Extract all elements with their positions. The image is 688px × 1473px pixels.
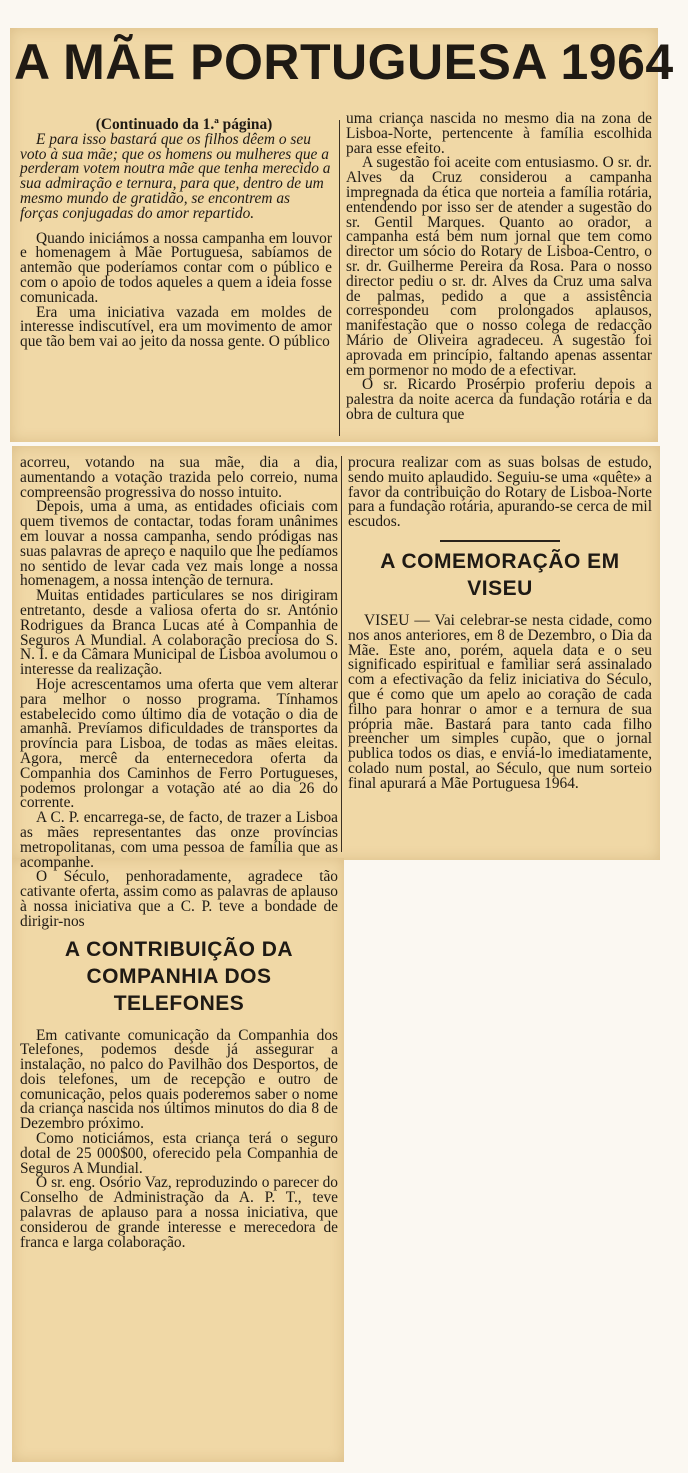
column-campaign: [20, 456, 338, 1250]
intro-paragraph: E para isso bastará que os filhos dêem o seu voto à sua mãe; que os homens ou mulheres que a perderam votem noutra mãe que tenha merecido a sua admiração e ternura, para que, dentro de um mesmo mundo de gratidão, se encontrem as forças conjugadas do amor repartido.: [20, 130, 331, 222]
column-rule: [339, 120, 340, 436]
paragraph: Muitas entidades particulares se nos dirigiram entretanto, desde a valiosa oferta do sr. António Rodrigues da Branca Lucas até à Companhia de Seguros A Mundial. A colaboração preciosa do S. N. I. e da Câmara Municipal de Lisboa avolumou o interesse da realização.: [20, 587, 338, 679]
subtitle: (Continuado da 1.ª página): [95, 116, 273, 133]
paragraph: Como noticiámos, esta criança terá o seguro dotal de 25 000$00, oferecido pela Companhia de Seguros A Mundial.: [20, 1130, 338, 1177]
viseu-heading: A COMEMORAÇÃO EM VISEU: [380, 549, 620, 600]
paragraph: Em cativante comunicação da Companhia dos Telefones, podemos desde já assegurar a instalação, no palco do Pavilhão dos Desportos, de dois telefones, um de recepção e outro de comunicação, pelos quais poderemos saber o nome da criança nascida nos últimos minutos do dia 8 de Dezembro próximo.: [20, 1026, 338, 1133]
paragraph: O Século, penhoradamente, agradece tão cativante oferta, assim como as palavras de aplauso à nossa iniciativa que a C. P. teve a bondade de dirigir-nos: [20, 868, 338, 930]
column-rotary: [346, 112, 652, 423]
column-viseu: [348, 456, 652, 792]
paragraph: Hoje acrescentamos uma oferta que vem alterar para melhor o nosso programa. Tínhamos estabelecido como último dia de votação o dia de amanhã. Prevíamos dificuldades de transportes da província para Lisboa, de todas as mães eleitas. Agora, mercê da enternecedora oferta da Companhia dos Caminhos de Ferro Portugueses, podemos prolongar a votação até ao dia 26 do corrente.: [20, 675, 338, 812]
paragraph: A C. P. encarrega-se, de facto, de trazer a Lisboa as mães representantes das onze províncias metropolitanas, com uma pessoa de família que as acompanhe.: [20, 809, 338, 871]
paragraph: O sr. Ricardo Prosérpio proferiu depois a palestra da noite acerca da fundação rotária e da obra de cultura que: [346, 376, 652, 423]
paragraph: Era uma iniciativa vazada em moldes de interesse indiscutível, era um movimento de amor que tão bem vai ao jeito da nossa gente. O público: [20, 303, 332, 351]
paragraph: Depois, uma a uma, as entidades oficiais com quem tivemos de contactar, todas foram unânimes em louvar a nossa campanha, sendo pródigas nas suas palavras de apreço e naquilo que lhe pedíamos no sentido de levar cada vez mais longe a nossa homenagem, a nossa intenção de ternura.: [20, 498, 338, 590]
paragraph: procura realizar com as suas bolsas de estudo, sendo muito aplaudido. Seguiu-se uma «quête» a favor da contribuição do Rotary de Lisboa-Norte para a fundação rotária, apurando-se cerca de mil escudos.: [348, 454, 652, 531]
paragraph: O sr. eng. Osório Vaz, reproduzindo o parecer do Conselho de Administração da A. P. T., teve palavras de aplauso para a nossa iniciativa, que considerou de grande interesse e merecedora de franca e larga colaboração.: [20, 1174, 338, 1251]
headline: A MÃE PORTUGUESA 1964: [14, 34, 674, 90]
column-intro: [20, 118, 332, 350]
paragraph: acorreu, votando na sua mãe, dia a dia, aumentando a votação trazida pelo correio, numa compreensão progressiva do nosso intuito.: [20, 454, 338, 501]
telefones-heading: A CONTRIBUIÇÃO DA COMPANHIA DOS TELEFONES: [64, 937, 294, 1015]
paragraph: Quando iniciámos a nossa campanha em louvor e homenagem à Mãe Portuguesa, sabíamos de antemão que poderíamos contar com o público e com o apoio de todos aqueles a quem a ideia fosse comunicada.: [20, 229, 332, 306]
intro-block: [20, 130, 332, 222]
divider: [440, 540, 560, 542]
paragraph: A sugestão foi aceite com entusiasmo. O sr. dr. Alves da Cruz considerou a campanha impregnada da ética que norteia a família rotária, entendendo por isso ser de atender a sugestão do sr. Gentil Marques. Quanto ao orador, a campanha está bem num jornal que tem como director um sócio do Rotary de Lisboa-Centro, o sr. dr. Guilherme Pereira da Rosa. Para o nosso director pediu o sr. dr. Alves da Cruz uma salva de palmas, pedido a que a assistência correspondeu com prolongados aplausos, manifestação que o nosso colega de redacção Mário de Oliveira agradeceu. A sugestão foi aprovada em princípio, faltando apenas assentar em pormenor no modo de a efectivar.: [346, 154, 652, 379]
paragraph: VISEU — Vai celebrar-se nesta cidade, como nos anos anteriores, em 8 de Dezembro, o Dia da Mãe. Este ano, porém, aquela data e o seu significado espiritual e familiar será assinalado com a efectivação da feliz iniciativa do Século, que é como que um apelo ao coração de cada filho para honrar o amor e a ternura de sua própria mãe. Bastará para tanto cada filho preencher um simples cupão, que o jornal publica todos os dias, e enviá-lo imediatamente, colado num postal, ao Século, que num sorteio final apurará a Mãe Portuguesa 1964.: [348, 611, 652, 792]
paragraph: uma criança nascida no mesmo dia na zona de Lisboa-Norte, pertencente à família escolhida para esse efeito.: [346, 110, 652, 157]
column-rule: [341, 456, 342, 852]
